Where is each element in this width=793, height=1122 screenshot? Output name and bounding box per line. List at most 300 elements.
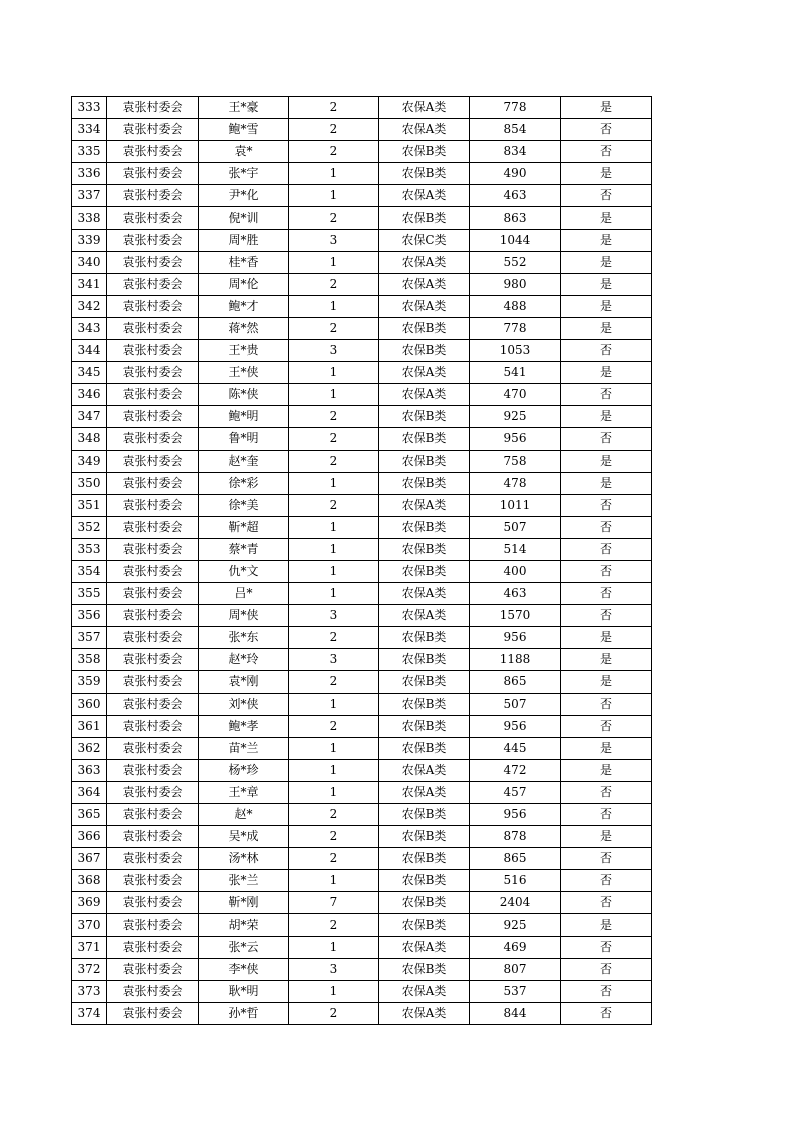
village-cell: 袁张村委会 xyxy=(107,781,199,803)
seq-cell: 347 xyxy=(72,406,107,428)
village-cell: 袁张村委会 xyxy=(107,362,199,384)
village-cell: 袁张村委会 xyxy=(107,715,199,737)
village-cell: 袁张村委会 xyxy=(107,406,199,428)
amount-cell: 472 xyxy=(470,759,561,781)
seq-cell: 359 xyxy=(72,671,107,693)
table-row xyxy=(72,516,652,538)
seq-cell: 338 xyxy=(72,207,107,229)
flag-cell: 是 xyxy=(561,251,652,273)
seq-cell: 357 xyxy=(72,627,107,649)
seq-cell: 358 xyxy=(72,649,107,671)
name-cell: 吴*成 xyxy=(199,826,289,848)
table-row xyxy=(72,826,652,848)
name-cell: 周*侠 xyxy=(199,605,289,627)
count-cell: 1 xyxy=(289,185,379,207)
count-cell: 1 xyxy=(289,693,379,715)
seq-cell: 374 xyxy=(72,1002,107,1024)
category-cell: 农保A类 xyxy=(379,185,470,207)
category-cell: 农保C类 xyxy=(379,229,470,251)
name-cell: 赵* xyxy=(199,804,289,826)
amount-cell: 1011 xyxy=(470,494,561,516)
amount-cell: 537 xyxy=(470,980,561,1002)
category-cell: 农保A类 xyxy=(379,781,470,803)
seq-cell: 360 xyxy=(72,693,107,715)
flag-cell: 否 xyxy=(561,980,652,1002)
amount-cell: 844 xyxy=(470,1002,561,1024)
seq-cell: 373 xyxy=(72,980,107,1002)
category-cell: 农保A类 xyxy=(379,605,470,627)
count-cell: 1 xyxy=(289,516,379,538)
name-cell: 鲍*才 xyxy=(199,295,289,317)
category-cell: 农保B类 xyxy=(379,870,470,892)
table-row xyxy=(72,251,652,273)
count-cell: 2 xyxy=(289,141,379,163)
category-cell: 农保B类 xyxy=(379,892,470,914)
seq-cell: 356 xyxy=(72,605,107,627)
count-cell: 1 xyxy=(289,781,379,803)
count-cell: 2 xyxy=(289,406,379,428)
seq-cell: 341 xyxy=(72,273,107,295)
category-cell: 农保B类 xyxy=(379,406,470,428)
count-cell: 2 xyxy=(289,804,379,826)
amount-cell: 956 xyxy=(470,804,561,826)
count-cell: 2 xyxy=(289,914,379,936)
amount-cell: 854 xyxy=(470,119,561,141)
name-cell: 张*兰 xyxy=(199,870,289,892)
name-cell: 袁* xyxy=(199,141,289,163)
count-cell: 1 xyxy=(289,362,379,384)
name-cell: 蔡*青 xyxy=(199,538,289,560)
seq-cell: 361 xyxy=(72,715,107,737)
table-row xyxy=(72,163,652,185)
village-cell: 袁张村委会 xyxy=(107,538,199,560)
category-cell: 农保B类 xyxy=(379,560,470,582)
amount-cell: 516 xyxy=(470,870,561,892)
village-cell: 袁张村委会 xyxy=(107,958,199,980)
flag-cell: 是 xyxy=(561,207,652,229)
count-cell: 2 xyxy=(289,97,379,119)
table-row xyxy=(72,428,652,450)
amount-cell: 507 xyxy=(470,693,561,715)
flag-cell: 是 xyxy=(561,759,652,781)
seq-cell: 353 xyxy=(72,538,107,560)
table-row xyxy=(72,185,652,207)
category-cell: 农保A类 xyxy=(379,97,470,119)
village-cell: 袁张村委会 xyxy=(107,251,199,273)
name-cell: 徐*彩 xyxy=(199,472,289,494)
flag-cell: 否 xyxy=(561,538,652,560)
name-cell: 倪*训 xyxy=(199,207,289,229)
table-row xyxy=(72,207,652,229)
table-row xyxy=(72,605,652,627)
village-cell: 袁张村委会 xyxy=(107,671,199,693)
category-cell: 农保B类 xyxy=(379,804,470,826)
village-cell: 袁张村委会 xyxy=(107,273,199,295)
village-cell: 袁张村委会 xyxy=(107,141,199,163)
category-cell: 农保B类 xyxy=(379,472,470,494)
flag-cell: 否 xyxy=(561,384,652,406)
category-cell: 农保A类 xyxy=(379,384,470,406)
table-row xyxy=(72,870,652,892)
name-cell: 王*豪 xyxy=(199,97,289,119)
seq-cell: 345 xyxy=(72,362,107,384)
category-cell: 农保B类 xyxy=(379,340,470,362)
name-cell: 刘*侠 xyxy=(199,693,289,715)
count-cell: 1 xyxy=(289,737,379,759)
seq-cell: 367 xyxy=(72,848,107,870)
category-cell: 农保B类 xyxy=(379,671,470,693)
village-cell: 袁张村委会 xyxy=(107,97,199,119)
table-row xyxy=(72,340,652,362)
category-cell: 农保A类 xyxy=(379,119,470,141)
name-cell: 桂*香 xyxy=(199,251,289,273)
amount-cell: 865 xyxy=(470,671,561,693)
amount-cell: 400 xyxy=(470,560,561,582)
flag-cell: 是 xyxy=(561,163,652,185)
category-cell: 农保B类 xyxy=(379,538,470,560)
table-row xyxy=(72,759,652,781)
name-cell: 靳*刚 xyxy=(199,892,289,914)
seq-cell: 372 xyxy=(72,958,107,980)
seq-cell: 343 xyxy=(72,317,107,339)
name-cell: 苗*兰 xyxy=(199,737,289,759)
village-cell: 袁张村委会 xyxy=(107,229,199,251)
table-row xyxy=(72,715,652,737)
table-row xyxy=(72,1002,652,1024)
name-cell: 鲍*明 xyxy=(199,406,289,428)
amount-cell: 1044 xyxy=(470,229,561,251)
amount-cell: 469 xyxy=(470,936,561,958)
seq-cell: 349 xyxy=(72,450,107,472)
category-cell: 农保A类 xyxy=(379,583,470,605)
amount-cell: 463 xyxy=(470,583,561,605)
count-cell: 2 xyxy=(289,317,379,339)
amount-cell: 1570 xyxy=(470,605,561,627)
flag-cell: 是 xyxy=(561,914,652,936)
village-cell: 袁张村委会 xyxy=(107,737,199,759)
name-cell: 周*伦 xyxy=(199,273,289,295)
name-cell: 李*侠 xyxy=(199,958,289,980)
category-cell: 农保B类 xyxy=(379,450,470,472)
name-cell: 赵*玲 xyxy=(199,649,289,671)
table-row xyxy=(72,892,652,914)
seq-cell: 370 xyxy=(72,914,107,936)
amount-cell: 778 xyxy=(470,317,561,339)
flag-cell: 否 xyxy=(561,892,652,914)
table-row xyxy=(72,295,652,317)
flag-cell: 是 xyxy=(561,229,652,251)
table-row xyxy=(72,649,652,671)
amount-cell: 490 xyxy=(470,163,561,185)
village-cell: 袁张村委会 xyxy=(107,207,199,229)
amount-cell: 488 xyxy=(470,295,561,317)
table-row xyxy=(72,914,652,936)
category-cell: 农保B类 xyxy=(379,848,470,870)
amount-cell: 541 xyxy=(470,362,561,384)
flag-cell: 否 xyxy=(561,848,652,870)
category-cell: 农保B类 xyxy=(379,826,470,848)
flag-cell: 否 xyxy=(561,494,652,516)
flag-cell: 是 xyxy=(561,273,652,295)
village-cell: 袁张村委会 xyxy=(107,605,199,627)
count-cell: 1 xyxy=(289,560,379,582)
table-row xyxy=(72,671,652,693)
name-cell: 杨*珍 xyxy=(199,759,289,781)
village-cell: 袁张村委会 xyxy=(107,119,199,141)
count-cell: 1 xyxy=(289,251,379,273)
table-row xyxy=(72,406,652,428)
name-cell: 仇*文 xyxy=(199,560,289,582)
village-cell: 袁张村委会 xyxy=(107,649,199,671)
name-cell: 汤*林 xyxy=(199,848,289,870)
amount-cell: 552 xyxy=(470,251,561,273)
category-cell: 农保A类 xyxy=(379,936,470,958)
count-cell: 1 xyxy=(289,295,379,317)
village-cell: 袁张村委会 xyxy=(107,1002,199,1024)
count-cell: 2 xyxy=(289,826,379,848)
flag-cell: 是 xyxy=(561,627,652,649)
flag-cell: 否 xyxy=(561,516,652,538)
flag-cell: 是 xyxy=(561,671,652,693)
village-cell: 袁张村委会 xyxy=(107,980,199,1002)
flag-cell: 否 xyxy=(561,560,652,582)
village-cell: 袁张村委会 xyxy=(107,516,199,538)
flag-cell: 是 xyxy=(561,317,652,339)
seq-cell: 354 xyxy=(72,560,107,582)
count-cell: 1 xyxy=(289,759,379,781)
name-cell: 张*云 xyxy=(199,936,289,958)
name-cell: 鲁*明 xyxy=(199,428,289,450)
flag-cell: 否 xyxy=(561,1002,652,1024)
village-cell: 袁张村委会 xyxy=(107,185,199,207)
count-cell: 1 xyxy=(289,384,379,406)
seq-cell: 365 xyxy=(72,804,107,826)
category-cell: 农保A类 xyxy=(379,251,470,273)
amount-cell: 457 xyxy=(470,781,561,803)
table-row xyxy=(72,273,652,295)
seq-cell: 362 xyxy=(72,737,107,759)
category-cell: 农保B类 xyxy=(379,737,470,759)
seq-cell: 336 xyxy=(72,163,107,185)
flag-cell: 是 xyxy=(561,737,652,759)
seq-cell: 368 xyxy=(72,870,107,892)
data-table xyxy=(71,96,652,1025)
category-cell: 农保B类 xyxy=(379,715,470,737)
table-row xyxy=(72,97,652,119)
name-cell: 王*贵 xyxy=(199,340,289,362)
count-cell: 3 xyxy=(289,340,379,362)
count-cell: 2 xyxy=(289,119,379,141)
seq-cell: 352 xyxy=(72,516,107,538)
flag-cell: 否 xyxy=(561,804,652,826)
flag-cell: 是 xyxy=(561,472,652,494)
table-row xyxy=(72,804,652,826)
table-row xyxy=(72,229,652,251)
seq-cell: 339 xyxy=(72,229,107,251)
flag-cell: 否 xyxy=(561,781,652,803)
seq-cell: 344 xyxy=(72,340,107,362)
category-cell: 农保A类 xyxy=(379,273,470,295)
seq-cell: 333 xyxy=(72,97,107,119)
count-cell: 2 xyxy=(289,273,379,295)
count-cell: 1 xyxy=(289,538,379,560)
table-row xyxy=(72,583,652,605)
table-row xyxy=(72,538,652,560)
village-cell: 袁张村委会 xyxy=(107,936,199,958)
village-cell: 袁张村委会 xyxy=(107,583,199,605)
table-body xyxy=(72,97,652,1025)
village-cell: 袁张村委会 xyxy=(107,384,199,406)
name-cell: 孙*哲 xyxy=(199,1002,289,1024)
name-cell: 王*侠 xyxy=(199,362,289,384)
category-cell: 农保A类 xyxy=(379,759,470,781)
table-row xyxy=(72,737,652,759)
name-cell: 袁*刚 xyxy=(199,671,289,693)
table-row xyxy=(72,627,652,649)
amount-cell: 925 xyxy=(470,406,561,428)
seq-cell: 351 xyxy=(72,494,107,516)
category-cell: 农保B类 xyxy=(379,207,470,229)
count-cell: 2 xyxy=(289,627,379,649)
amount-cell: 470 xyxy=(470,384,561,406)
flag-cell: 是 xyxy=(561,362,652,384)
amount-cell: 758 xyxy=(470,450,561,472)
seq-cell: 337 xyxy=(72,185,107,207)
flag-cell: 否 xyxy=(561,715,652,737)
seq-cell: 355 xyxy=(72,583,107,605)
category-cell: 农保B类 xyxy=(379,428,470,450)
table-row xyxy=(72,362,652,384)
category-cell: 农保B类 xyxy=(379,914,470,936)
name-cell: 张*东 xyxy=(199,627,289,649)
amount-cell: 478 xyxy=(470,472,561,494)
flag-cell: 否 xyxy=(561,428,652,450)
count-cell: 2 xyxy=(289,207,379,229)
flag-cell: 否 xyxy=(561,340,652,362)
table-row xyxy=(72,958,652,980)
flag-cell: 否 xyxy=(561,605,652,627)
flag-cell: 否 xyxy=(561,870,652,892)
category-cell: 农保B类 xyxy=(379,958,470,980)
amount-cell: 956 xyxy=(470,715,561,737)
flag-cell: 否 xyxy=(561,185,652,207)
count-cell: 3 xyxy=(289,958,379,980)
table-row xyxy=(72,936,652,958)
village-cell: 袁张村委会 xyxy=(107,826,199,848)
flag-cell: 否 xyxy=(561,693,652,715)
amount-cell: 507 xyxy=(470,516,561,538)
name-cell: 鲍*孝 xyxy=(199,715,289,737)
table-row xyxy=(72,317,652,339)
count-cell: 3 xyxy=(289,649,379,671)
village-cell: 袁张村委会 xyxy=(107,428,199,450)
name-cell: 徐*美 xyxy=(199,494,289,516)
count-cell: 3 xyxy=(289,229,379,251)
count-cell: 2 xyxy=(289,848,379,870)
count-cell: 3 xyxy=(289,605,379,627)
name-cell: 胡*荣 xyxy=(199,914,289,936)
seq-cell: 371 xyxy=(72,936,107,958)
flag-cell: 是 xyxy=(561,649,652,671)
village-cell: 袁张村委会 xyxy=(107,693,199,715)
amount-cell: 834 xyxy=(470,141,561,163)
flag-cell: 是 xyxy=(561,406,652,428)
count-cell: 2 xyxy=(289,428,379,450)
category-cell: 农保B类 xyxy=(379,649,470,671)
seq-cell: 340 xyxy=(72,251,107,273)
count-cell: 1 xyxy=(289,936,379,958)
name-cell: 蒋*然 xyxy=(199,317,289,339)
amount-cell: 956 xyxy=(470,627,561,649)
table-row xyxy=(72,560,652,582)
category-cell: 农保B类 xyxy=(379,516,470,538)
flag-cell: 否 xyxy=(561,119,652,141)
village-cell: 袁张村委会 xyxy=(107,560,199,582)
seq-cell: 348 xyxy=(72,428,107,450)
amount-cell: 956 xyxy=(470,428,561,450)
name-cell: 赵*奎 xyxy=(199,450,289,472)
flag-cell: 否 xyxy=(561,936,652,958)
name-cell: 陈*侠 xyxy=(199,384,289,406)
flag-cell: 否 xyxy=(561,141,652,163)
village-cell: 袁张村委会 xyxy=(107,340,199,362)
name-cell: 周*胜 xyxy=(199,229,289,251)
village-cell: 袁张村委会 xyxy=(107,914,199,936)
amount-cell: 863 xyxy=(470,207,561,229)
name-cell: 尹*化 xyxy=(199,185,289,207)
table-row xyxy=(72,119,652,141)
count-cell: 1 xyxy=(289,980,379,1002)
category-cell: 农保A类 xyxy=(379,295,470,317)
village-cell: 袁张村委会 xyxy=(107,295,199,317)
flag-cell: 是 xyxy=(561,450,652,472)
village-cell: 袁张村委会 xyxy=(107,317,199,339)
table-row xyxy=(72,781,652,803)
flag-cell: 否 xyxy=(561,583,652,605)
amount-cell: 1188 xyxy=(470,649,561,671)
count-cell: 1 xyxy=(289,583,379,605)
category-cell: 农保B类 xyxy=(379,317,470,339)
seq-cell: 335 xyxy=(72,141,107,163)
amount-cell: 980 xyxy=(470,273,561,295)
seq-cell: 346 xyxy=(72,384,107,406)
name-cell: 王*章 xyxy=(199,781,289,803)
count-cell: 7 xyxy=(289,892,379,914)
village-cell: 袁张村委会 xyxy=(107,892,199,914)
name-cell: 靳*超 xyxy=(199,516,289,538)
flag-cell: 否 xyxy=(561,958,652,980)
amount-cell: 878 xyxy=(470,826,561,848)
category-cell: 农保A类 xyxy=(379,494,470,516)
count-cell: 1 xyxy=(289,163,379,185)
seq-cell: 366 xyxy=(72,826,107,848)
table-row xyxy=(72,848,652,870)
seq-cell: 364 xyxy=(72,781,107,803)
name-cell: 张*宇 xyxy=(199,163,289,185)
village-cell: 袁张村委会 xyxy=(107,848,199,870)
village-cell: 袁张村委会 xyxy=(107,627,199,649)
flag-cell: 是 xyxy=(561,97,652,119)
count-cell: 2 xyxy=(289,1002,379,1024)
amount-cell: 463 xyxy=(470,185,561,207)
category-cell: 农保B类 xyxy=(379,627,470,649)
seq-cell: 342 xyxy=(72,295,107,317)
category-cell: 农保A类 xyxy=(379,362,470,384)
seq-cell: 369 xyxy=(72,892,107,914)
table-row xyxy=(72,450,652,472)
category-cell: 农保A类 xyxy=(379,1002,470,1024)
table-row xyxy=(72,494,652,516)
